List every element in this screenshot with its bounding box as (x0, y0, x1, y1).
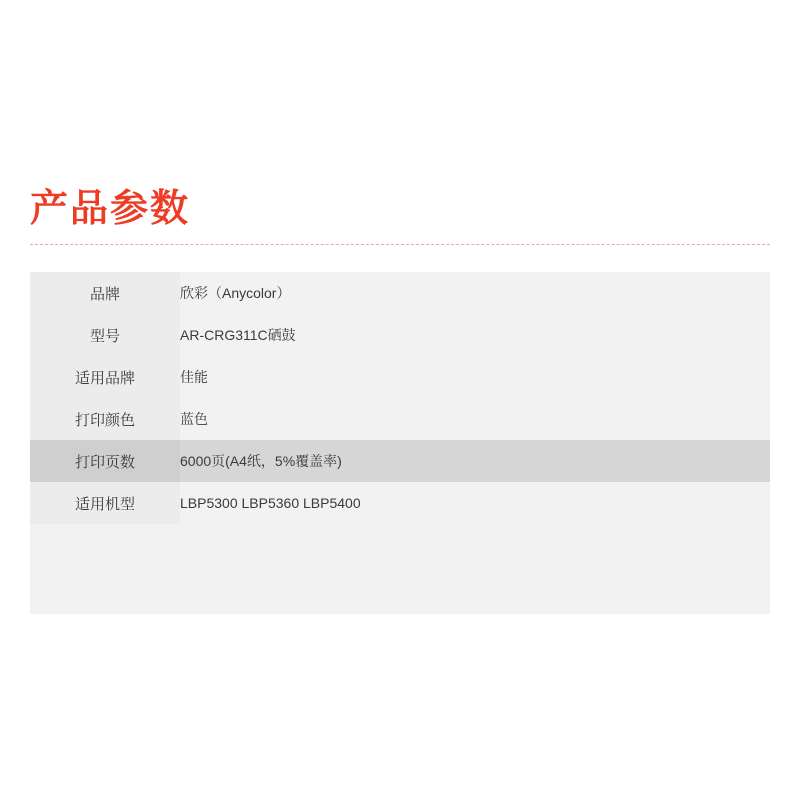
spec-value: 欣彩（Anycolor） (180, 272, 770, 314)
spec-label: 型号 (30, 314, 180, 356)
table-panel-filler (30, 524, 770, 614)
table-row (30, 440, 770, 482)
spec-value: AR-CRG311C硒鼓 (180, 314, 770, 356)
table-row (30, 356, 770, 398)
spec-table (30, 272, 770, 524)
spec-value: 蓝色 (180, 398, 770, 440)
spec-label: 打印页数 (30, 440, 180, 482)
spec-table-body (30, 272, 770, 524)
spec-label: 适用机型 (30, 482, 180, 524)
spec-value: LBP5300 LBP5360 LBP5400 (180, 482, 770, 524)
spec-value: 6000页(A4纸，5%覆盖率) (180, 440, 770, 482)
spec-label: 打印颜色 (30, 398, 180, 440)
table-row (30, 272, 770, 314)
spec-value: 佳能 (180, 356, 770, 398)
page-title: 产品参数 (30, 188, 191, 230)
spec-label: 适用品牌 (30, 356, 180, 398)
table-row (30, 482, 770, 524)
table-row (30, 398, 770, 440)
table-row (30, 314, 770, 356)
title-divider (30, 244, 770, 245)
spec-label: 品牌 (30, 272, 180, 314)
title-block (30, 186, 770, 245)
